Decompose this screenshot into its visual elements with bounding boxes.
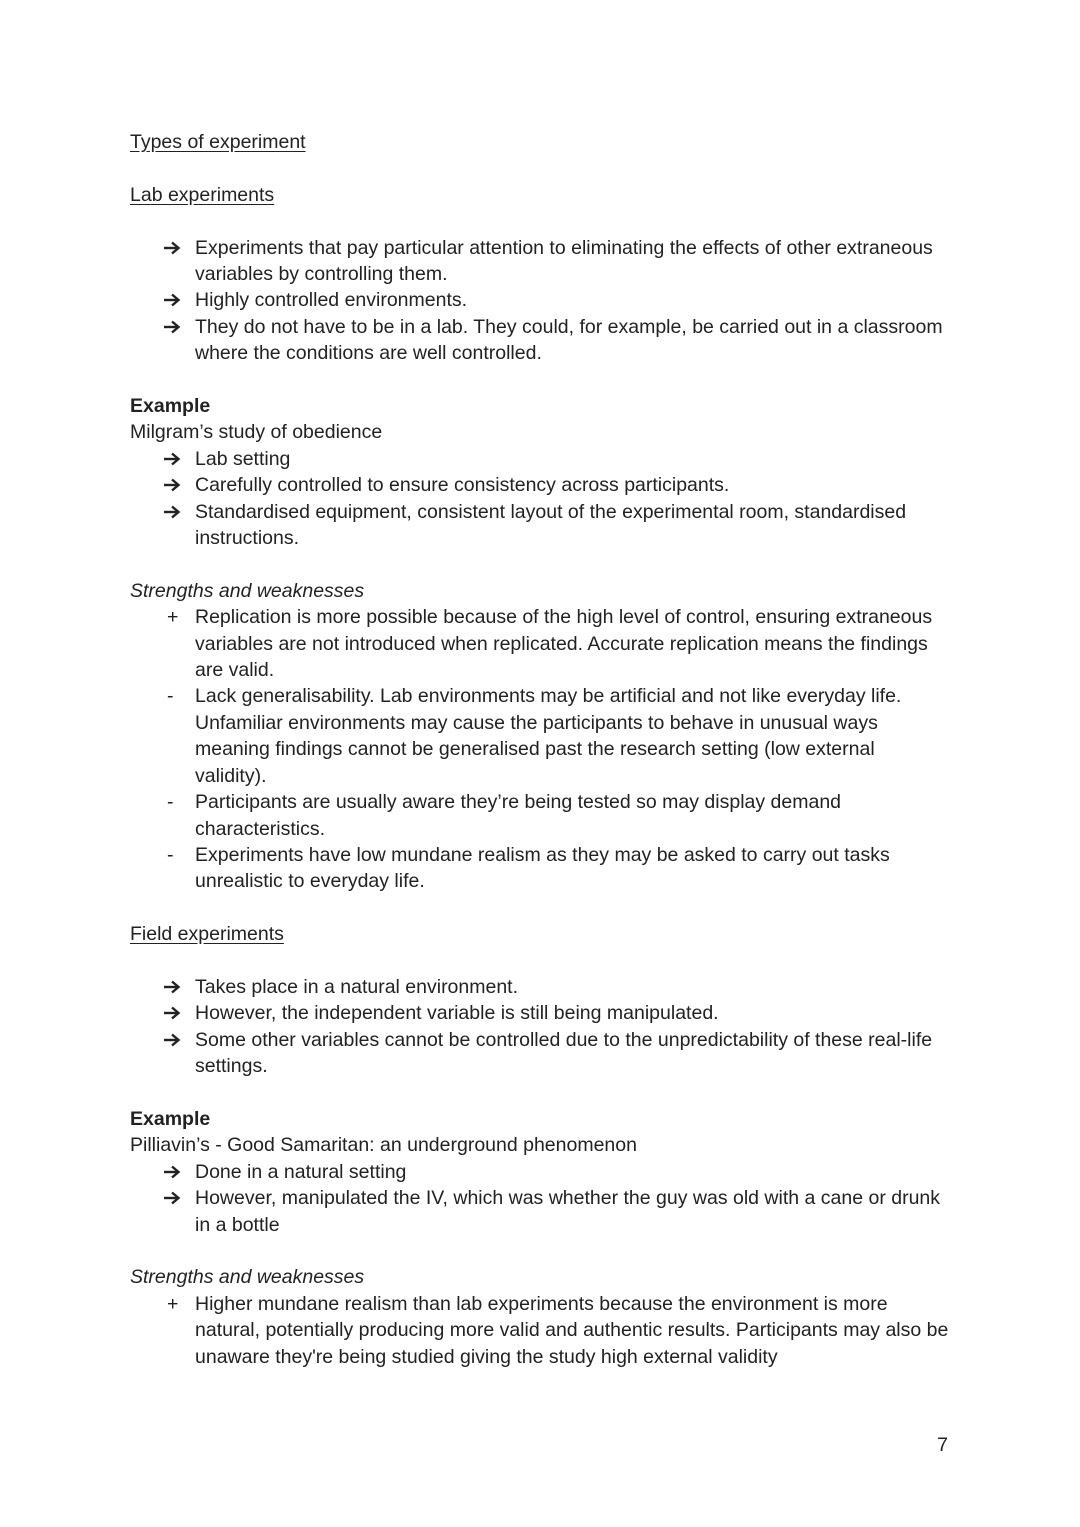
list-item: Some other variables cannot be controlled due to the unpredictability of these real-life settings. <box>130 1027 950 1080</box>
sign-marker: - <box>167 791 174 814</box>
document-page <box>130 129 950 1370</box>
lab-example-title: Milgram’s study of obedience <box>130 421 383 444</box>
section-title: Types of experiment <box>130 131 306 153</box>
sign-marker: - <box>167 843 174 866</box>
lab-example-list <box>130 446 950 552</box>
list-item: However, manipulated the IV, which was whether the guy was old with a cane or drunk in a bottle <box>130 1185 950 1238</box>
arrow-right-icon <box>163 1159 187 1179</box>
sign-marker: + <box>167 1292 179 1315</box>
arrow-right-icon <box>163 1000 187 1020</box>
arrow-right-icon <box>163 499 187 519</box>
list-item: Experiments that pay particular attention to eliminating the effects of other extraneous variables by controlling them. <box>130 235 950 288</box>
list-item: Lab setting <box>130 446 950 472</box>
list-item: Carefully controlled to ensure consistency across participants. <box>130 472 950 498</box>
list-item: - Experiments have low mundane realism as they may be asked to carry out tasks unrealistic to everyday life. <box>130 842 950 895</box>
list-item: Done in a natural setting <box>130 1159 950 1185</box>
list-item: They do not have to be in a lab. They could, for example, be carried out in a classroom where the conditions are well controlled. <box>130 314 950 367</box>
list-item: - Participants are usually aware they’re being tested so may display demand characteristics. <box>130 789 950 842</box>
field-sw-heading: Strengths and weaknesses <box>130 1266 365 1289</box>
list-item: Standardised equipment, consistent layout of the experimental room, standardised instructions. <box>130 499 950 552</box>
list-item: + Higher mundane realism than lab experiments because the environment is more natural, potentially producing more valid and authentic results. Participants may also be unaware they're being studied giving the study high external validity <box>130 1291 950 1370</box>
arrow-right-icon <box>163 314 187 334</box>
field-example-label: Example <box>130 1107 211 1130</box>
field-experiments-heading: Field experiments <box>130 923 284 946</box>
list-item: Highly controlled environments. <box>130 287 950 313</box>
lab-sw-list <box>130 604 950 894</box>
lab-example-label: Example <box>130 395 211 418</box>
lab-experiments-heading: Lab experiments <box>130 183 275 206</box>
lab-sw-heading: Strengths and weaknesses <box>130 579 365 602</box>
arrow-right-icon <box>163 235 187 255</box>
list-item: However, the independent variable is still being manipulated. <box>130 1000 950 1026</box>
list-item: - Lack generalisability. Lab environments may be artificial and not like everyday life. Unfamiliar environments may cause the participants to behave in unusual ways meaning findings cannot be generalised past the research setting (low external validity). <box>130 683 950 789</box>
list-item: Takes place in a natural environment. <box>130 974 950 1000</box>
field-example-title: Pilliavin’s - Good Samaritan: an underground phenomenon <box>130 1134 637 1157</box>
lab-points-list <box>130 235 950 367</box>
arrow-right-icon <box>163 472 187 492</box>
page-number: 7 <box>937 1434 948 1456</box>
arrow-right-icon <box>163 1185 187 1205</box>
arrow-right-icon <box>163 1027 187 1047</box>
list-item: + Replication is more possible because of the high level of control, ensuring extraneous variables are not introduced when replicated. Accurate replication means the findings are valid. <box>130 604 950 683</box>
arrow-right-icon <box>163 974 187 994</box>
field-points-list <box>130 974 950 1080</box>
sign-marker: - <box>167 685 174 708</box>
sign-marker: + <box>167 606 179 629</box>
arrow-right-icon <box>163 446 187 466</box>
arrow-right-icon <box>163 287 187 307</box>
field-example-list <box>130 1159 950 1238</box>
field-sw-list <box>130 1291 950 1370</box>
